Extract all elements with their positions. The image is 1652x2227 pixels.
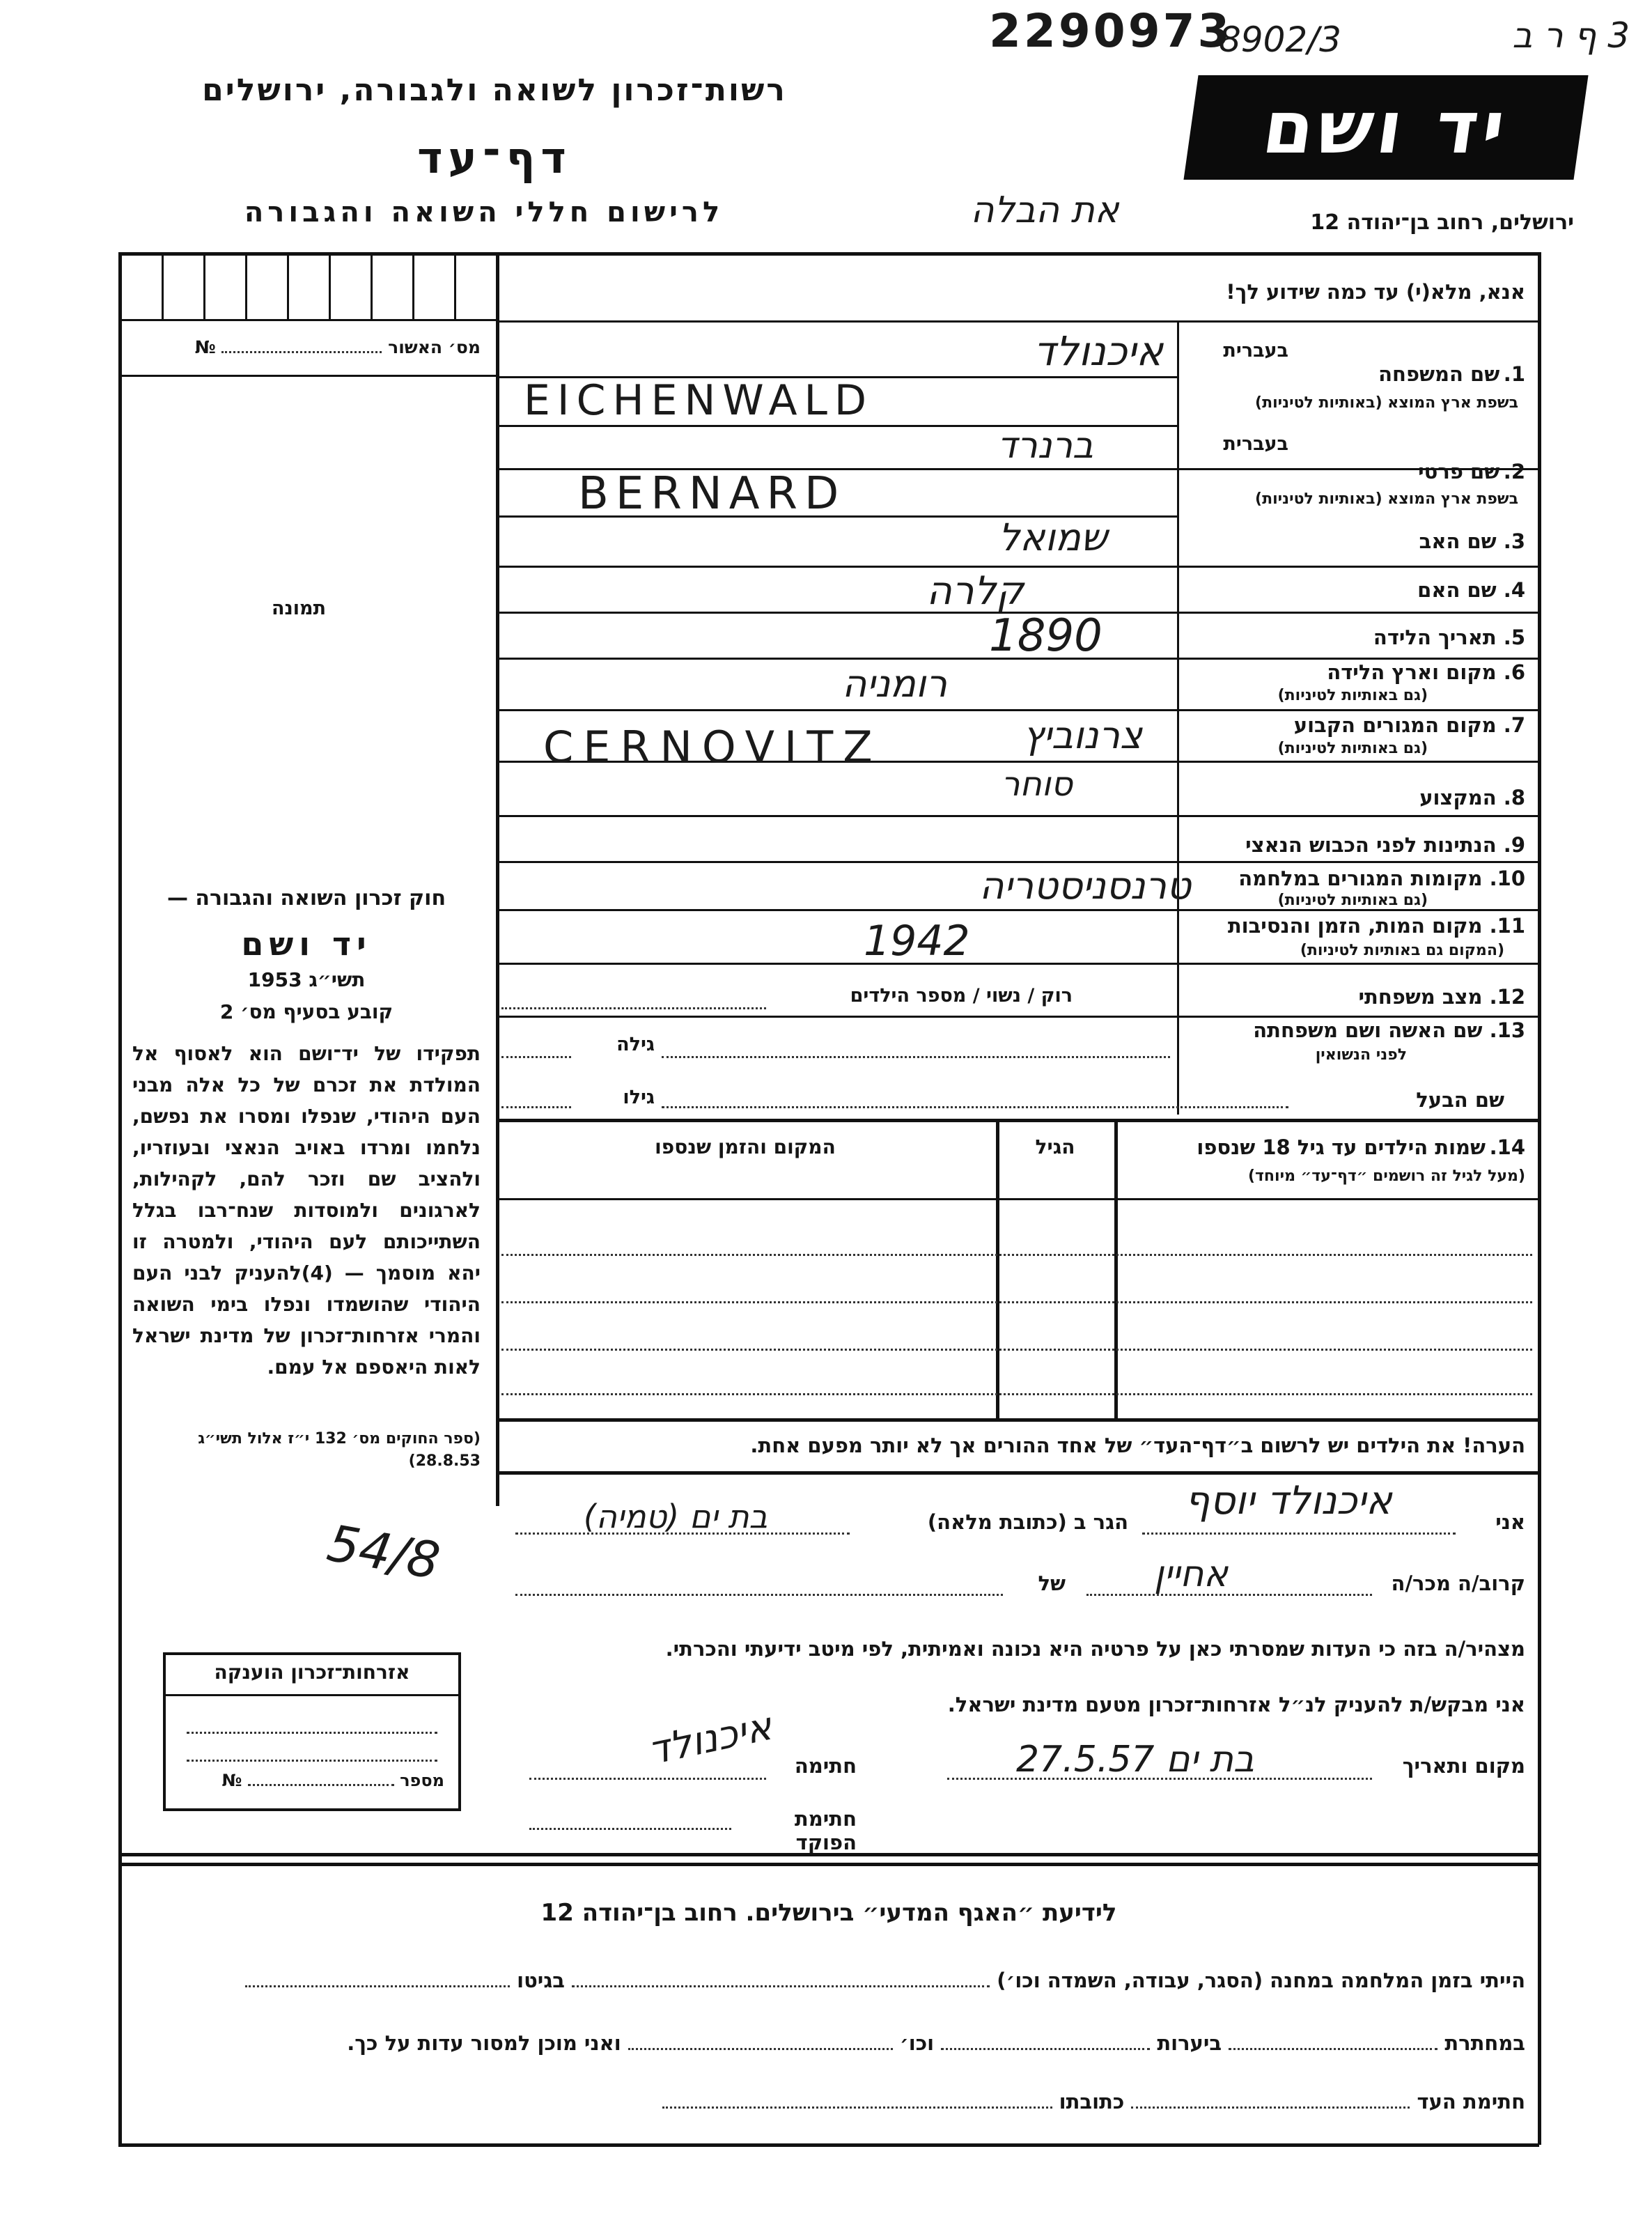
declaration-ani: אני bbox=[1495, 1510, 1525, 1534]
field-5-title: תאריך הלידה bbox=[1373, 626, 1497, 649]
declaration-place-date-label: מקום ותאריך bbox=[1402, 1754, 1525, 1778]
field-8-value: סוחר bbox=[1001, 765, 1073, 804]
field-6-note: (גם באותיות לטיניות) bbox=[1277, 687, 1428, 704]
husband-age-label: גילו bbox=[623, 1087, 655, 1108]
declaration-request: אני מבקש/ת להעניק לנ״ל אזרחות־זכרון מטעם מדינת ישראל. bbox=[947, 1693, 1525, 1716]
law-year: תשי״ג 1953 bbox=[247, 968, 366, 991]
field-8-number: 8. bbox=[1503, 786, 1525, 809]
bottom-witness-signature-label: חתימת העד bbox=[1417, 2090, 1525, 2113]
field-1-title: שם המשפחה bbox=[1378, 362, 1500, 386]
photo-placeholder: תמונה bbox=[272, 598, 327, 619]
field-4-number: 4. bbox=[1503, 578, 1525, 602]
field-7-note: (גם באותיות לטיניות) bbox=[1277, 740, 1428, 757]
logo-text: יד ושם bbox=[1257, 85, 1515, 170]
field-4-label bbox=[1184, 578, 1525, 602]
field-2-title: שם פרטי bbox=[1418, 460, 1500, 483]
children-label bbox=[1121, 1135, 1525, 1159]
field-11-value: 1942 bbox=[864, 917, 970, 965]
field-3-title: שם האב bbox=[1419, 529, 1497, 553]
field-13-number: 13. bbox=[1489, 1018, 1525, 1042]
declaration-signature-label: חתימה bbox=[794, 1754, 857, 1778]
field-4-title: שם האם bbox=[1417, 578, 1497, 602]
bottom-line1 bbox=[125, 1969, 1525, 1992]
remark: הערה! את הילדים יש לרשום ב״דף־העד״ של אחד ההורים אך לא יותר מפעם אחת. bbox=[750, 1434, 1525, 1457]
field-1-note: בשפת ארץ המוצא (באותיות לטיניות) bbox=[1255, 394, 1518, 412]
field-7-label bbox=[1184, 713, 1525, 737]
field-12-title: מצב משפחתי bbox=[1358, 985, 1483, 1009]
field-6-number: 6. bbox=[1503, 660, 1525, 684]
field-10-title: מקומות המגורים במלחמה bbox=[1238, 867, 1483, 890]
page-reference: 3 ף ר ב bbox=[1512, 15, 1630, 56]
approval-label: מס׳ האשור bbox=[388, 337, 481, 357]
field-12-label bbox=[1184, 985, 1525, 1009]
citizenship-number-label: מספר bbox=[400, 1771, 444, 1790]
citizenship-title: אזרחות־זכרון הוענקה bbox=[214, 1661, 410, 1684]
field-11-title: מקום המות, הזמן והנסיבות bbox=[1227, 914, 1483, 938]
authority-name: רשות־זכרון לשואה ולגבורה, ירושלים bbox=[202, 72, 787, 108]
field-9-number: 9. bbox=[1503, 833, 1525, 857]
field-1-value-he: איכנולד bbox=[1033, 327, 1163, 375]
declaration-of-label: של bbox=[1038, 1572, 1066, 1595]
citizenship-number-no: № bbox=[221, 1771, 242, 1790]
declarant-name: איכנולד יוסף bbox=[1185, 1478, 1392, 1523]
husband-label: שם הבעל bbox=[1416, 1088, 1504, 1112]
field-12-number: 12. bbox=[1489, 985, 1525, 1009]
field-10-label bbox=[1184, 867, 1525, 890]
field-5-value: 1890 bbox=[989, 610, 1102, 662]
field-4-value: קלרה bbox=[926, 568, 1024, 614]
bottom-ghetto-label: בגיטו bbox=[517, 1969, 565, 1992]
field-1-label bbox=[1295, 362, 1525, 386]
field-13-label bbox=[1184, 1018, 1525, 1042]
address: ירושלים, רחוב בן־יהודה 12 bbox=[1310, 210, 1574, 235]
yad-vashem-logo bbox=[1183, 75, 1588, 180]
field-7-value-he: צרנוביץ bbox=[1022, 713, 1142, 757]
children-number: 14. bbox=[1489, 1135, 1525, 1159]
field-11-note: (המקום גם באותיות לטיניות) bbox=[1300, 942, 1504, 959]
law-name: יד ושם bbox=[241, 925, 372, 963]
bottom-etc-label: וכו׳ bbox=[899, 2031, 935, 2055]
citizenship-number bbox=[180, 1771, 444, 1790]
field-5-number: 5. bbox=[1503, 626, 1525, 649]
law-title: חוק זכרון השואה והגבורה — bbox=[166, 886, 446, 910]
field-13-note: לפני הנשואין bbox=[1315, 1046, 1407, 1064]
field-8-title: המקצוע bbox=[1419, 786, 1497, 809]
declaration-resides-label: הגר ב (כתובת מלאה) bbox=[927, 1510, 1128, 1534]
field-2-value-he: ברנרד bbox=[997, 425, 1093, 467]
field-2-note: בשפת ארץ המוצא (באותיות לטיניות) bbox=[1255, 490, 1518, 508]
field-11-label bbox=[1184, 914, 1525, 938]
field-13-title: שם האשה ושם משפחתה bbox=[1253, 1018, 1483, 1042]
field-10-note: (גם באותיות לטיניות) bbox=[1277, 892, 1428, 909]
declaration-signature: איכנולד bbox=[644, 1703, 777, 1774]
field-7-number: 7. bbox=[1503, 713, 1525, 737]
children-note: (מעל לגיל זה רושמים ״דף־עד״ מיוחד) bbox=[1247, 1167, 1525, 1185]
declarant-address: בת ים (טמיה) bbox=[583, 1498, 768, 1535]
law-source: (ספר החוקים מס׳ 132 י״ז אלול תשי״ג 28.8.53) bbox=[198, 1430, 481, 1470]
bottom-underground-label: במחתרת bbox=[1444, 2031, 1525, 2055]
law-body: תפקידו של יד־ושם הוא לאסוף אל המולדת את זכרם של כל אלה מבני העם היהודי, שנפלו ומסרו את נפשם, נלחמו ומרדו באויב הנאצי ובעוזריו, ולהציב שם וזכר להם, לקהילות, לארגונים ולמוסדות שנח־רבו בגלל השתייכותם לעם היהודי, ולמטרה זו יהא מוסמך — (4)להעניק לבני העם היהודי שהושמדו ונפלו בימי השואה והמרי אזרחות־זכרון של מדינת ישראל לאות היאספם אל עמם. bbox=[132, 1042, 481, 1379]
citizenship-box bbox=[163, 1652, 461, 1811]
field-2-script: בעברית bbox=[1223, 433, 1288, 455]
declaration-official-label: חתימת הפוקד bbox=[794, 1807, 857, 1854]
field-1-value-latin: EICHENWALD bbox=[524, 376, 874, 425]
bottom-line3 bbox=[125, 2090, 1525, 2113]
children-title: שמות הילדים עד גיל 18 שנספו bbox=[1197, 1135, 1486, 1159]
field-3-number: 3. bbox=[1503, 529, 1525, 553]
margin-date: 54/8 bbox=[322, 1513, 444, 1591]
bottom-forests-label: ביערות bbox=[1157, 2031, 1222, 2055]
form-subtitle: לרישום חללי השואה והגבורה bbox=[244, 196, 724, 228]
field-7-title: מקום המגורים הקבוע bbox=[1293, 713, 1497, 737]
field-2-number: 2. bbox=[1503, 460, 1525, 483]
comb-boxes bbox=[120, 254, 496, 320]
archive-handwritten-number: 8902/3 bbox=[1219, 20, 1341, 60]
field-3-value: שמואל bbox=[998, 515, 1107, 559]
bottom-title: לידיעת ״האגף המדעי״ בירושלים. רחוב בן־יהודה 12 bbox=[540, 1899, 1117, 1927]
declaration-statement: מצהיר/ה בזה כי העדות שמסרתי כאן על פרטיה היא נכונה ואמיתית, לפי מיטב ידיעתי והכרתי. bbox=[665, 1637, 1525, 1661]
field-8-label bbox=[1184, 786, 1525, 809]
children-col-age: הגיל bbox=[1035, 1135, 1075, 1158]
bottom-camp-label: הייתי בזמן המלחמה במחנה (הסגר, עבודה, השמדה וכו׳) bbox=[997, 1969, 1525, 1992]
bottom-address-label: כתובתו bbox=[1059, 2090, 1125, 2113]
field-9-title: הנתינות לפני הכבוש הנאצי bbox=[1245, 833, 1497, 857]
field-7-value-latin: CERNOVITZ bbox=[543, 722, 882, 773]
approval-number bbox=[139, 337, 481, 357]
field-9-label bbox=[1184, 833, 1525, 857]
serial-number: 2290973 bbox=[989, 4, 1233, 58]
law-clause: קובע בסעיף מס׳ 2 bbox=[219, 1000, 393, 1023]
field-1-number: 1. bbox=[1503, 362, 1525, 386]
field-6-label bbox=[1184, 660, 1525, 684]
field-1-script: בעברית bbox=[1223, 340, 1288, 362]
field-2-value-latin: BERNARD bbox=[578, 468, 846, 520]
bottom-ready-label: ואני מוכן למסור עדות על כך. bbox=[347, 2031, 621, 2055]
declaration-relative-label: קרוב/ה מכר/ה bbox=[1391, 1572, 1525, 1595]
field-10-value: טרנסניסטריה bbox=[979, 864, 1191, 908]
declaration-place-date: בת ים 27.5.57 bbox=[1016, 1739, 1254, 1780]
approval-no: № bbox=[194, 337, 216, 357]
children-col-place: המקום והזמן שנספו bbox=[655, 1135, 836, 1158]
form-title: דף־עד bbox=[417, 132, 572, 183]
field-11-number: 11. bbox=[1489, 914, 1525, 938]
field-6-value: רומניה bbox=[842, 662, 947, 706]
handwritten-note: את הבלה bbox=[970, 189, 1119, 231]
bottom-line2 bbox=[125, 2031, 1525, 2055]
field-10-number: 10. bbox=[1489, 867, 1525, 890]
declarant-relation: אחיין bbox=[1153, 1553, 1229, 1595]
marital-options: רוק / נשוי / מספר הילדים bbox=[850, 985, 1073, 1007]
field-3-label bbox=[1184, 529, 1525, 553]
instruction-text: אנא, מלא(י) עד כמה שידוע לך! bbox=[1226, 280, 1525, 304]
field-5-label bbox=[1184, 626, 1525, 649]
field-6-title: מקום וארץ הלידה bbox=[1327, 660, 1497, 684]
field-2-label bbox=[1295, 460, 1525, 483]
wife-age-label: גילה bbox=[616, 1034, 655, 1055]
